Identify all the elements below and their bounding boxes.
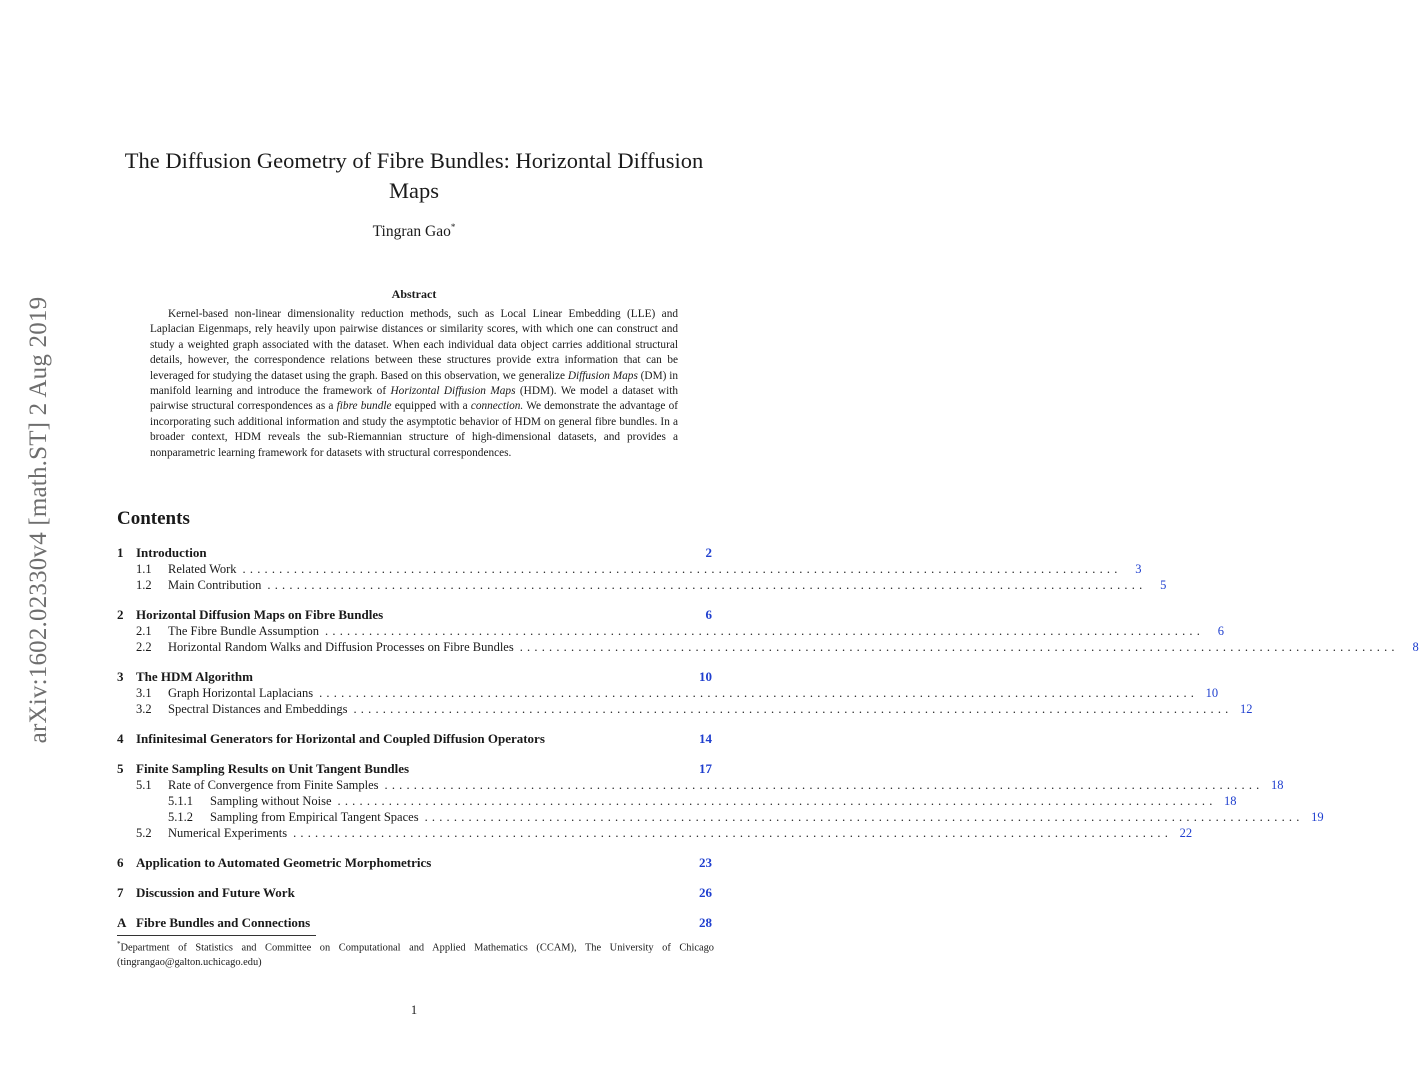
toc-entry-title[interactable]: The HDM Algorithm [136,669,253,684]
toc-entry-6[interactable] [117,855,712,871]
toc-entry-number: 1.2 [136,578,152,592]
toc-page-link[interactable]: 14 [699,731,712,746]
footnote-text: Department of Statistics and Committee on Computational and Applied Mathematics (CCAM), The University of Chicago (tingrangao@galton.uchicago.edu) [117,942,714,969]
toc-entry-title[interactable]: Fibre Bundles and Connections [136,915,311,930]
toc-spacer [295,885,692,901]
toc-entry-3-1[interactable] [136,685,1219,701]
toc-entry-1[interactable] [117,545,712,561]
toc-page-link[interactable]: 18 [1271,778,1284,792]
toc-leader-dots: ........................................................................................................................ [519,640,1399,654]
toc-leader-dots: ........................................................................................................................ [293,826,1173,840]
abstract-emphasis-fibre-bundle: fibre bundle [336,400,392,413]
contents-heading: Contents [117,508,190,529]
toc-entry-title[interactable]: Numerical Experiments [168,826,288,840]
toc-entry-number: 1 [117,545,124,560]
toc-page-link[interactable]: 8 [1412,640,1419,654]
toc-spacer [409,761,692,777]
toc-entry-2[interactable] [117,607,712,623]
toc-page-link[interactable]: 2 [705,545,712,560]
toc-entry-number: 5.1 [136,778,152,792]
toc-leader-dots: ........................................................................................................................ [353,702,1233,716]
toc-entry-number: 5.1.1 [168,794,193,808]
footnote-divider [117,935,316,936]
abstract-text-2: (DM) in manifold learning and introduce the framework of [150,369,679,398]
toc-entry-number: 1.1 [136,562,152,576]
toc-page-link[interactable]: 6 [1217,624,1225,638]
toc-entry-title[interactable]: Sampling without Noise [210,794,332,808]
toc-entry-number: 3.1 [136,686,152,700]
toc-page-link[interactable]: 12 [1239,702,1253,716]
toc-entry-number: 2.1 [136,624,152,638]
toc-entry-number: 3 [117,669,124,684]
toc-entry-title[interactable]: Finite Sampling Results on Unit Tangent Bundles [136,761,410,776]
toc-page-link[interactable]: 22 [1179,826,1193,840]
toc-leader-dots: ........................................................................................................................ [337,794,1217,808]
toc-page-link[interactable]: 10 [1205,686,1219,700]
toc-entry-title[interactable]: Introduction [136,545,207,560]
toc-entry-title[interactable]: The Fibre Bundle Assumption [168,624,320,638]
toc-leader-dots: ........................................................................................................................ [267,578,1147,592]
toc-entry-7[interactable] [117,885,712,901]
abstract-body [150,307,678,461]
toc-page-link[interactable]: 18 [1224,794,1237,808]
toc-entry-3[interactable] [117,669,712,685]
toc-entry-number: 2.2 [136,640,152,654]
toc-entry-number: 3.2 [136,702,152,716]
toc-entry-5-1-1[interactable] [168,793,1237,809]
toc-spacer [431,855,692,871]
author-affiliation-footnote [117,937,714,970]
toc-entry-5-1-2[interactable] [168,809,1324,825]
toc-entry-number: 2 [117,607,124,622]
toc-entry-5[interactable] [117,761,712,777]
toc-entry-number: 5 [117,761,124,776]
toc-entry-1-1[interactable] [136,561,1142,577]
toc-spacer [310,915,692,931]
toc-entry-4[interactable] [117,731,712,747]
paper-title: The Diffusion Geometry of Fibre Bundles: Horizontal Diffusion Maps [124,148,704,203]
toc-entry-1-2[interactable] [136,577,1167,593]
toc-leader-dots: ........................................................................................................................ [325,624,1205,638]
abstract-text-1: Kernel-based non-linear dimensionality reduction methods, such as Local Linear Embedding (LLE) and Laplacian Eigenmaps, rely heavily upon pairwise distances or similarity scores, with which one can construct and study a weighted graph associated with the dataset. When each individual data object carries additional structural details, however, the correspondence relations between these structures provide extra information that can be leveraged for studying the dataset using the graph. Based on this observation, we generalize [150,308,678,382]
toc-entry-title[interactable]: Related Work [168,562,237,576]
toc-page-link[interactable]: 26 [699,885,712,900]
toc-entry-title[interactable]: Main Contribution [168,578,262,592]
author-footnote-mark[interactable]: * [450,222,456,232]
toc-page-link[interactable]: 17 [699,761,712,776]
toc-entry-title[interactable]: Spectral Distances and Embeddings [168,702,348,716]
toc-page-link[interactable]: 19 [1311,810,1324,824]
arxiv-identifier-stamp: arXiv:1602.02330v4 [math.ST] 2 Aug 2019 [25,296,52,744]
toc-entry-title[interactable]: Horizontal Random Walks and Diffusion Processes on Fibre Bundles [168,640,514,654]
toc-spacer [545,731,692,747]
toc-entry-number: 5.2 [136,826,152,840]
toc-entry-2-1[interactable] [136,623,1225,639]
toc-entry-A[interactable] [117,915,712,931]
toc-entry-title[interactable]: Discussion and Future Work [136,885,295,900]
toc-page-link[interactable]: 6 [705,607,712,622]
toc-spacer [253,669,692,685]
abstract-heading: Abstract [391,287,437,301]
toc-entry-2-2[interactable] [136,639,1419,655]
toc-entry-title[interactable]: Infinitesimal Generators for Horizontal and Coupled Diffusion Operators [136,731,545,746]
toc-entry-3-2[interactable] [136,701,1253,717]
toc-page-link[interactable]: 23 [699,855,712,870]
toc-entry-number: 4 [117,731,124,746]
toc-page-link[interactable]: 10 [699,669,712,684]
toc-entry-5-1[interactable] [136,777,1284,793]
author-line [100,222,728,241]
abstract-text-4: equipped with a [391,400,471,413]
toc-entry-title[interactable]: Application to Automated Geometric Morphometrics [136,855,432,870]
abstract-emphasis-dm: Diffusion Maps [567,369,638,382]
toc-entry-number: A [117,915,127,930]
abstract-text-5: We demonstrate the advantage of incorporating such additional information and study the asymptotic behavior of HDM on general fibre bundles. In a broader context, HDM reveals the sub-Riemannian structure of high-dimensional datasets, and provides a nonparametric learning framework for datasets with structural correspondences. [150,400,678,459]
abstract-text-3: (HDM). We model a dataset with pairwise structural correspondences as a [150,385,678,413]
toc-entry-number: 5.1.2 [168,810,193,824]
toc-leader-dots: ........................................................................................................................ [242,562,1122,576]
toc-entry-title[interactable]: Graph Horizontal Laplacians [168,686,314,700]
toc-entry-number: 7 [117,885,124,900]
toc-spacer [207,545,692,561]
toc-leader-dots: ........................................................................................................................ [319,686,1199,700]
toc-entry-number: 6 [117,855,124,870]
page-number: 1 [410,1003,418,1017]
toc-entry-5-2[interactable] [136,825,1193,841]
toc-page-link[interactable]: 3 [1135,562,1142,576]
toc-entry-title[interactable]: Rate of Convergence from Finite Samples [168,778,379,792]
author-name: Tingran Gao [372,223,451,241]
footnote-mark: * [117,940,121,948]
toc-leader-dots: ........................................................................................................................ [424,810,1304,824]
toc-spacer [383,607,692,623]
toc-entry-title[interactable]: Sampling from Empirical Tangent Spaces [210,810,419,824]
toc-page-link[interactable]: 5 [1160,578,1167,592]
toc-page-link[interactable]: 28 [699,915,712,930]
abstract-emphasis-connection: connection. [470,400,524,413]
abstract-emphasis-hdm: Horizontal Diffusion Maps [390,385,516,398]
toc-leader-dots: ........................................................................................................................ [384,778,1264,792]
toc-entry-title[interactable]: Horizontal Diffusion Maps on Fibre Bundles [136,607,384,622]
